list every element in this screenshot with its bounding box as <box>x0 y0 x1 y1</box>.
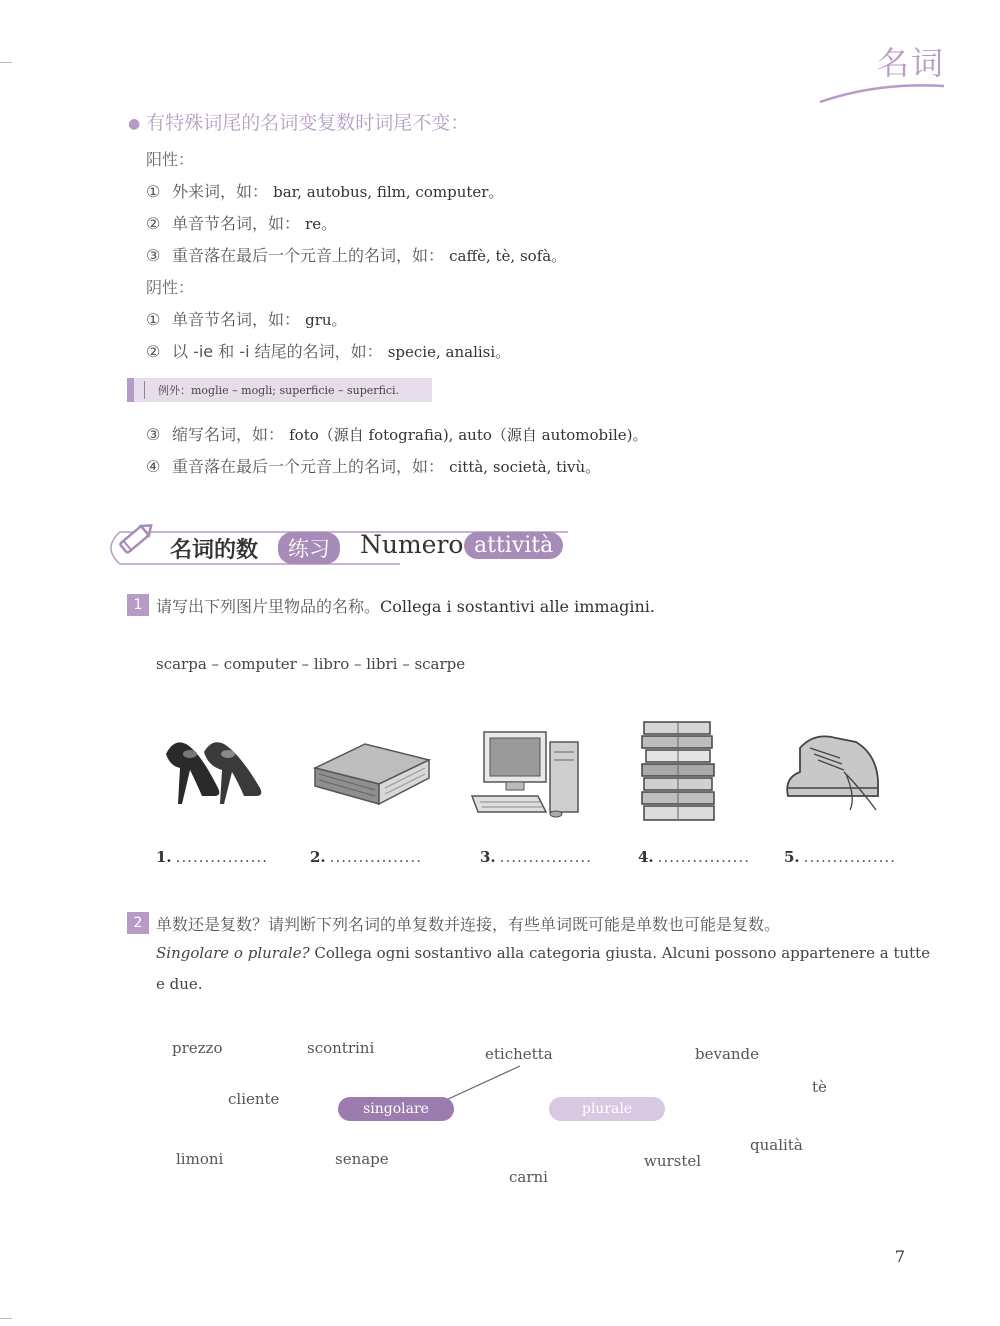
blank-dots: ................ <box>175 848 268 866</box>
note-divider <box>144 381 145 399</box>
rule-title-text: 有特殊词尾的名词变复数时词尾不变： <box>146 112 470 134</box>
category-singular-pill[interactable]: singolare <box>338 1097 454 1121</box>
word-bank: scarpa – computer – libro – libri – scarpe <box>156 655 466 673</box>
exercise-1-instruction <box>156 594 655 617</box>
example-connector-line <box>440 1062 524 1104</box>
word-prezzo[interactable]: prezzo <box>172 1039 223 1057</box>
chapter-title: 名词 <box>876 44 945 82</box>
book-image <box>305 738 435 810</box>
blank-dots: ................ <box>329 848 422 866</box>
blank-dots: ................ <box>657 848 750 866</box>
blank-label: 2. <box>310 848 326 866</box>
blank-label: 5. <box>784 848 800 866</box>
bullet-icon: ● <box>128 115 141 132</box>
feminine-item-3 <box>146 422 647 445</box>
answer-blank-1[interactable] <box>156 848 268 866</box>
item-example: foto（源自 fotografia), auto（源自 automobile)。 <box>289 426 648 444</box>
item-text: 缩写名词，如： <box>172 425 285 444</box>
item-example: re。 <box>305 215 337 233</box>
page-number: 7 <box>894 1247 905 1266</box>
item-text: 外来词，如： <box>172 182 269 201</box>
instruction-it-italic: Singolare o plurale? <box>156 944 310 962</box>
pencil-icon <box>112 516 158 562</box>
answer-blank-3[interactable] <box>480 848 592 866</box>
item-text: 单音节名词，如： <box>172 310 301 329</box>
item-example: specie, analisi。 <box>387 343 511 361</box>
blank-label: 1. <box>156 848 172 866</box>
shoe-image <box>780 728 890 814</box>
answer-blank-2[interactable] <box>310 848 422 866</box>
word-carni[interactable]: carni <box>509 1168 548 1186</box>
answer-blank-4[interactable] <box>638 848 750 866</box>
chapter-swoosh-decoration <box>818 78 948 106</box>
feminine-item-1 <box>146 307 347 330</box>
masculine-item-2 <box>146 211 336 234</box>
item-text: 以 -ie 和 -i 结尾的名词，如： <box>172 342 383 361</box>
exercise-2-instruction-it <box>156 944 930 962</box>
exception-note-text: 例外：moglie – mogli; superficie – superfici. <box>158 384 400 397</box>
stack-of-books-image <box>638 718 718 824</box>
word-te[interactable]: tè <box>812 1078 827 1096</box>
word-qualita[interactable]: qualità <box>750 1136 803 1154</box>
item-example: bar, autobus, film, computer。 <box>273 183 504 201</box>
item-number: ① <box>146 182 161 201</box>
item-number: ② <box>146 214 161 233</box>
item-text: 单音节名词，如： <box>172 214 301 233</box>
item-number: ③ <box>146 425 161 444</box>
exercise-2-number: 2 <box>127 912 149 934</box>
feminine-label: 阴性： <box>146 278 195 297</box>
blank-dots: ................ <box>499 848 592 866</box>
item-number: ④ <box>146 457 161 476</box>
blank-label: 3. <box>480 848 496 866</box>
item-number: ③ <box>146 246 161 265</box>
section-title-zh-text: 名词的数 <box>170 538 259 563</box>
word-scontrini[interactable]: scontrini <box>307 1039 375 1057</box>
word-limoni[interactable]: limoni <box>176 1150 224 1168</box>
masculine-label: 阳性： <box>146 150 195 169</box>
section-pill-it: attività <box>464 532 563 559</box>
section-title-zh <box>170 533 258 564</box>
word-etichetta[interactable]: etichetta <box>485 1045 553 1063</box>
exception-note-box <box>127 378 432 402</box>
masculine-item-1 <box>146 179 503 202</box>
masculine-item-3 <box>146 243 566 266</box>
computer-image <box>468 726 588 818</box>
exercise-2-instruction-it-cont: e due. <box>156 975 203 993</box>
item-number: ① <box>146 310 161 329</box>
item-example: gru。 <box>305 311 347 329</box>
item-example: caffè, tè, sofà。 <box>449 247 567 265</box>
feminine-item-2 <box>146 339 510 362</box>
word-cliente[interactable]: cliente <box>228 1090 280 1108</box>
item-text: 重音落在最后一个元音上的名词，如： <box>172 457 445 476</box>
crop-mark <box>0 1318 12 1319</box>
exercise-2-instruction-zh: 单数还是复数？请判断下列名词的单复数并连接，有些单词既可能是单数也可能是复数。 <box>156 915 781 934</box>
word-senape[interactable]: senape <box>335 1150 389 1168</box>
item-number: ② <box>146 342 161 361</box>
answer-blank-5[interactable] <box>784 848 896 866</box>
instruction-it-text: Collega ogni sostantivo alla categoria giusta. Alcuni possono appartenere a tutte <box>309 944 931 962</box>
word-wurstel[interactable]: wurstel <box>644 1152 702 1170</box>
section-title-it: Numero <box>360 530 464 559</box>
blank-dots: ................ <box>803 848 896 866</box>
item-example: città, società, tivù。 <box>449 458 601 476</box>
word-bevande[interactable]: bevande <box>695 1045 760 1063</box>
blank-label: 4. <box>638 848 654 866</box>
exercise-1-number: 1 <box>127 594 149 616</box>
rule-section-title <box>128 108 469 135</box>
section-pill-zh: 练习 <box>278 532 340 564</box>
high-heels-image <box>160 730 270 806</box>
instruction-zh: 请写出下列图片里物品的名称。 <box>156 597 381 616</box>
instruction-it: Collega i sostantivi alle immagini. <box>380 597 655 616</box>
crop-mark <box>0 62 12 63</box>
category-plural-pill[interactable]: plurale <box>549 1097 665 1121</box>
feminine-item-4 <box>146 454 600 477</box>
item-text: 重音落在最后一个元音上的名词，如： <box>172 246 445 265</box>
